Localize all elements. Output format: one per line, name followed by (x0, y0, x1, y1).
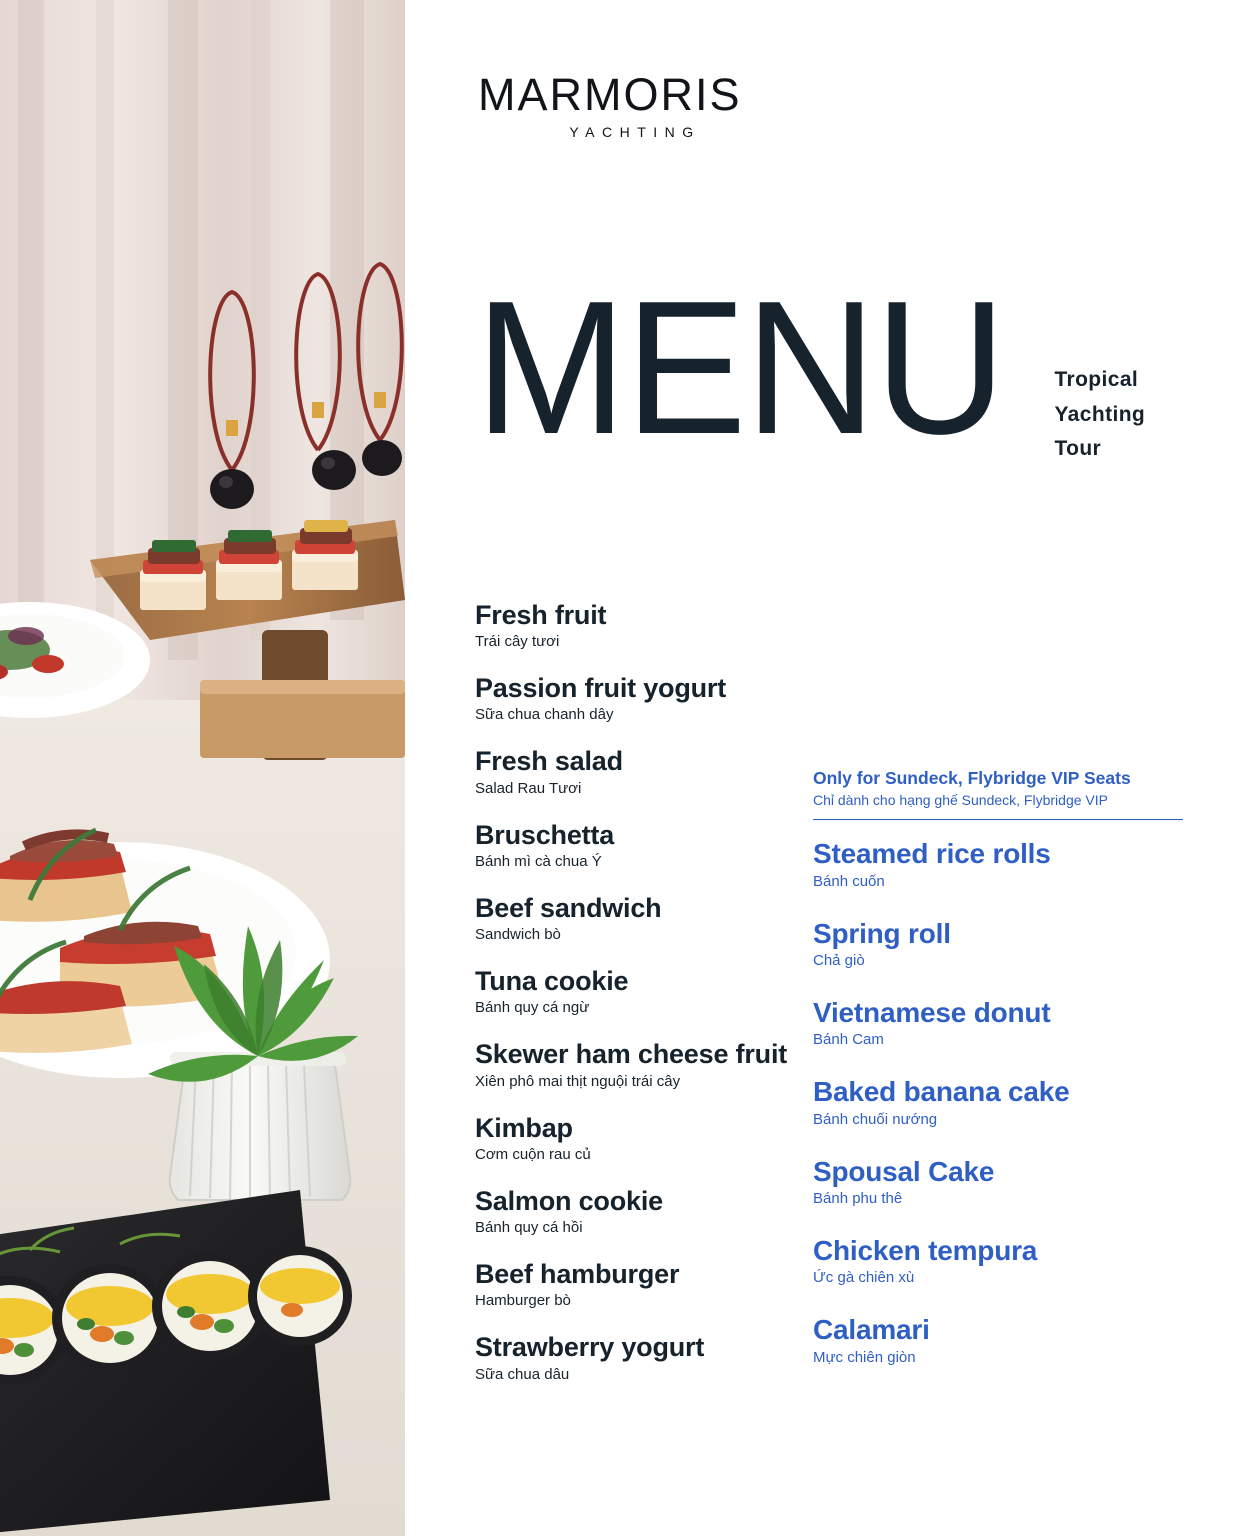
vip-menu-item (813, 1156, 1183, 1208)
menu-item-name-en: Tuna cookie (475, 966, 629, 997)
menu-item-name-vi: Bánh quy cá hồi (475, 1219, 583, 1237)
menu-item-name-vi: Cơm cuộn rau củ (475, 1145, 591, 1163)
vip-item-name-vi: Bánh chuối nướng (813, 1110, 938, 1128)
vip-menu-item (813, 918, 1183, 970)
menu-item-name-vi: Salad Rau Tươi (475, 779, 582, 797)
menu-item-name-en: Beef hamburger (475, 1259, 680, 1290)
vip-menu-item (813, 997, 1183, 1049)
menu-item-name-vi: Xiên phô mai thịt nguội trái cây (475, 1072, 681, 1090)
menu-item (475, 600, 805, 651)
food-photo-illustration (0, 0, 405, 1536)
brand-subtitle: YACHTING (569, 124, 701, 140)
vip-divider (813, 819, 1183, 820)
vip-menu-item (813, 1314, 1183, 1366)
menu-item-name-en: Beef sandwich (475, 892, 662, 923)
menu-item (475, 1186, 805, 1237)
menu-item-name-vi: Bánh quy cá ngừ (475, 999, 590, 1017)
vip-item-name-vi: Mực chiên giòn (813, 1348, 916, 1366)
menu-item-name-en: Salmon cookie (475, 1185, 663, 1216)
menu-item-name-en: Passion fruit yogurt (475, 673, 727, 704)
vip-menu-item (813, 838, 1183, 890)
menu-item (475, 673, 805, 724)
menu-headline (475, 262, 1175, 474)
menu-item (475, 893, 805, 944)
vip-item-name-en: Spousal Cake (813, 1155, 995, 1187)
vip-note-vi: Chỉ dành cho hạng ghế Sundeck, Flybridge VIP (813, 792, 1108, 808)
menu-item (475, 1332, 805, 1383)
menu-item-name-en: Fresh fruit (475, 600, 607, 630)
menu-item (475, 1259, 805, 1310)
vip-item-name-en: Steamed rice rolls (813, 838, 1051, 870)
vip-item-name-en: Calamari (813, 1314, 930, 1346)
menu-item (475, 820, 805, 871)
main-menu-list (475, 600, 805, 1406)
page-title: MENU (475, 262, 1005, 474)
menu-item (475, 966, 805, 1017)
vip-menu-item (813, 1235, 1183, 1287)
menu-item-name-vi: Sữa chua chanh dây (475, 706, 614, 724)
vip-item-name-en: Baked banana cake (813, 1076, 1070, 1108)
menu-item-name-vi: Sandwich bò (475, 926, 561, 944)
vip-item-name-vi: Ức gà chiên xù (813, 1269, 915, 1287)
vip-item-name-en: Chicken tempura (813, 1234, 1038, 1266)
vip-menu-list (813, 768, 1183, 1394)
vip-item-name-vi: Bánh phu thê (813, 1189, 903, 1207)
menu-item-name-en: Kimbap (475, 1112, 573, 1143)
tagline-line-1: Tropical (1054, 368, 1139, 391)
vip-item-name-vi: Bánh cuốn (813, 872, 885, 890)
tagline-line-2: Yachting (1054, 402, 1146, 426)
menu-item (475, 746, 805, 797)
menu-item (475, 1113, 805, 1164)
menu-content (405, 0, 1236, 1536)
menu-item-name-en: Strawberry yogurt (475, 1332, 705, 1363)
vip-note-en: Only for Sundeck, Flybridge VIP Seats (813, 768, 1131, 788)
menu-item-name-en: Bruschetta (475, 819, 615, 850)
menu-item-name-en: Skewer ham cheese fruit (475, 1039, 788, 1070)
menu-item (475, 1039, 805, 1090)
vip-item-name-en: Vietnamese donut (813, 996, 1051, 1028)
menu-item-name-vi: Hamburger bò (475, 1292, 571, 1310)
tagline-line-3: Tour (1054, 437, 1102, 461)
brand-name: MARMORIS (478, 69, 742, 120)
menu-item-name-vi: Trái cây tươi (475, 633, 560, 651)
vip-item-name-en: Spring roll (813, 917, 951, 949)
brand-logo (478, 69, 758, 140)
vip-item-name-vi: Bánh Cam (813, 1031, 884, 1049)
menu-item-name-vi: Sữa chua dâu (475, 1365, 570, 1383)
menu-item-name-en: Fresh salad (475, 746, 623, 777)
vip-note (813, 768, 1183, 809)
menu-tagline (1054, 363, 1145, 467)
vip-item-name-vi: Chả giò (813, 951, 865, 969)
vip-menu-item (813, 1076, 1183, 1128)
food-photo-panel (0, 0, 405, 1536)
menu-item-name-vi: Bánh mì cà chua Ý (475, 852, 602, 870)
